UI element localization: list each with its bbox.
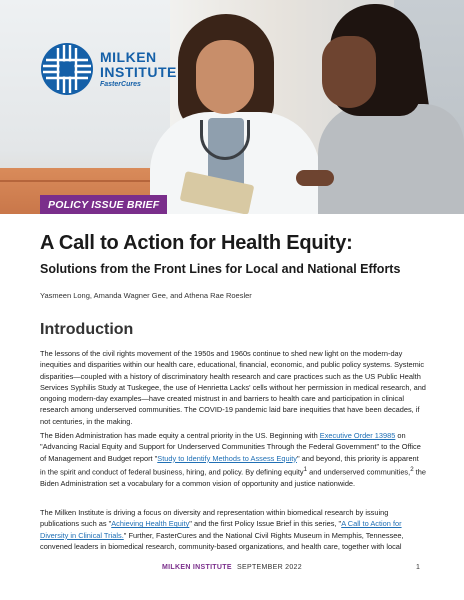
paragraph-3-text-c: " Further, FasterCures and the National Civil Rights Museum in Memphis, Tennessee, convened leaders in biomedical research, community-based organizations, and health care, together with local (40, 530, 404, 551)
paragraph-2 (40, 430, 426, 489)
link-executive-order-13985[interactable]: Executive Order 13985 (319, 431, 396, 440)
paragraph-2-text-e: the Biden Administration set a vocabulary for a common vision of opportunity and justice nationwide. (40, 467, 426, 488)
paragraph-2-text-c: " and beyond, this priority is apparent in the spirit and conduct of federal business, hiring, and policy. By defining equity (40, 453, 419, 477)
milken-logo-icon (40, 42, 94, 96)
patient-face (322, 36, 376, 108)
footer-date: SEPTEMBER 2022 (237, 564, 302, 571)
doctor-face (196, 40, 254, 114)
link-achieving-health-equity[interactable]: Achieving Health Equity (111, 519, 190, 529)
hero-photo (0, 0, 464, 214)
section-heading-introduction: Introduction (40, 321, 134, 338)
paragraph-2-text-a: The Biden Administration has made equity a central priority in the US. Beginning with (40, 431, 320, 440)
milken-institute-logo (40, 42, 177, 96)
footnote-ref-2[interactable]: 2 (410, 465, 414, 473)
logo-line-institute: INSTITUTE (100, 64, 177, 80)
patient-hand (296, 170, 334, 186)
footer-brand: MILKEN INSTITUTE (162, 564, 232, 571)
logo-line-milken: MILKEN (100, 49, 157, 65)
logo-wordmark (100, 50, 177, 88)
page-number: 1 (416, 564, 420, 571)
document-subtitle: Solutions from the Front Lines for Local and National Efforts (40, 262, 401, 276)
paragraph-2-text-b: on "Advancing Racial Equity and Support for Underserved Communities Through the Federal Government" to the Office of Management and Budget report " (40, 431, 421, 463)
logo-line-fastercures: FasterCures (100, 81, 141, 88)
footnote-ref-1[interactable]: 1 (303, 465, 308, 473)
paragraph-3-text-b: " and the first Policy Issue Brief in this series, " (189, 519, 342, 529)
link-call-to-action-diversity[interactable]: A Call to Action for Diversity in Clinical Trials. (40, 519, 402, 540)
hero-cabinet-edge (0, 180, 150, 182)
patient-body (318, 104, 464, 214)
paragraph-2-text-d: and underserved communities, (307, 467, 411, 477)
paragraph-3 (40, 507, 426, 552)
paragraph-1: The lessons of the civil rights movement of the 1950s and 1960s continue to shed new light on the modern-day inequities and disparities within our health care, educational, financial, economic, and public policy systems. Systemic disparities—coupled with a history of discriminatory health research and care practices such as the US Public Health Services Syphilis Study at Tuskegee, the use of Henrietta Lacks' cells without her permission in medical research, and ongoing modern-day examples—have created mistrust in and barriers to health care and participation in clinical research among underserved communities. The COVID-19 pandemic laid bare inequities that have been decades, if not centuries, in the making. (40, 349, 426, 426)
page-footer (0, 564, 464, 571)
document-title: A Call to Action for Health Equity: (40, 232, 353, 254)
paragraph-3-text-a: The Milken Institute is driving a focus on diversity and representation within biomedical research by issuing publications such as " (40, 508, 389, 529)
link-study-assess-equity[interactable]: Study to Identify Methods to Assess Equity (157, 453, 297, 463)
author-list: Yasmeen Long, Amanda Wagner Gee, and Athena Rae Roesler (40, 291, 252, 300)
policy-issue-brief-badge: POLICY ISSUE BRIEF (40, 195, 167, 214)
